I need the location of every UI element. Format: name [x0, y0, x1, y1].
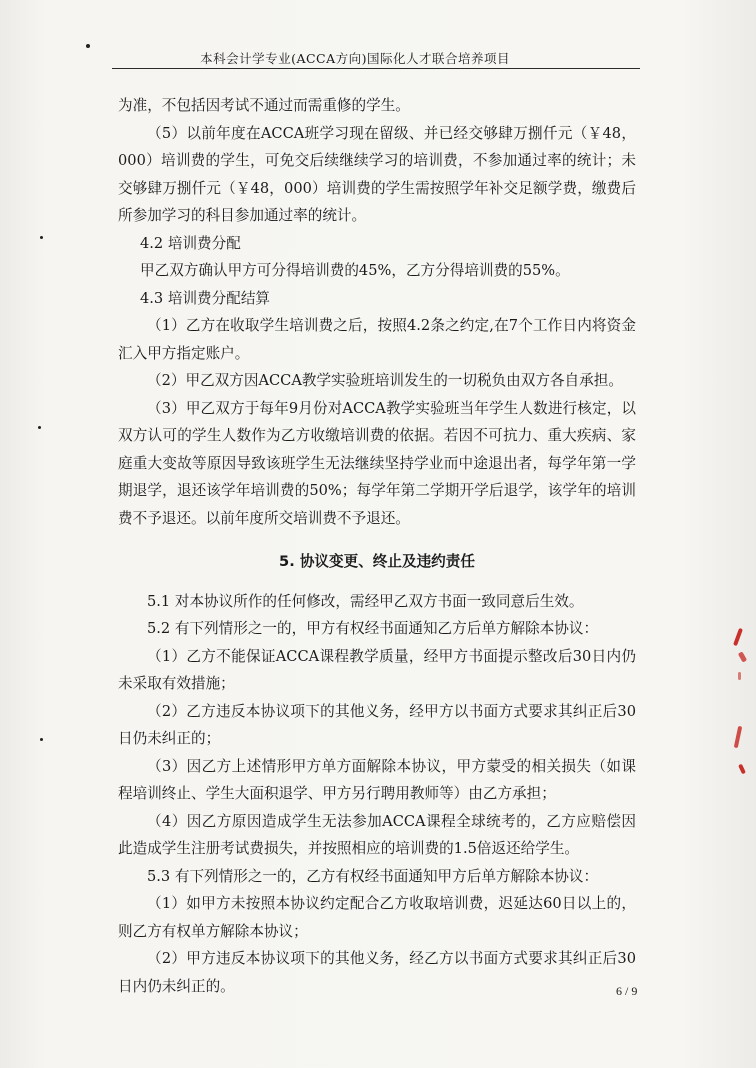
paragraph: （5）以前年度在ACCA班学习现在留级、并已经交够肆万捌仟元（￥48，000）培训费的学生，可免交后续继续学习的培训费，不参加通过率的统计；未交够肆万捌仟元（￥48，000）培训费的学生需按照学年补交足额学费，缴费后所参加学习的科目参加通过率的统计。	[118, 124, 636, 224]
seal-fragment	[733, 628, 743, 646]
paragraph: 5.1 对本协议所作的任何修改，需经甲乙双方书面一致同意后生效。	[147, 592, 584, 610]
paragraph: （4）因乙方原因造成学生无法参加ACCA课程全球统考的，乙方应赔偿因此造成学生注册考试费损失，并按照相应的培训费的1.5倍返还给学生。	[118, 812, 636, 857]
paragraph: （1）乙方在收取学生培训费之后，按照4.2条之约定,在7个工作日内将资金汇入甲方指定账户。	[118, 317, 636, 362]
seal-fragment	[738, 651, 747, 662]
page-header	[112, 46, 640, 69]
paragraph: （2）甲乙双方因ACCA教学实验班培训发生的一切税负由双方各自承担。	[147, 372, 623, 389]
seal-fragment	[734, 726, 742, 748]
paragraph: 5.2 有下列情形之一的，甲方有权经书面通知乙方后单方解除本协议：	[147, 620, 599, 637]
paragraph: 为准，不包括因考试不通过而需重修的学生。	[118, 97, 410, 114]
page-number: 6 / 9	[616, 984, 638, 998]
paragraph: （1）如甲方未按照本协议约定配合乙方收取培训费，迟延达60日以上的，则乙方有权单方解除本协议；	[118, 895, 636, 940]
seal-fragment	[738, 672, 741, 680]
scan-speck	[38, 426, 41, 429]
scan-speck	[40, 236, 43, 239]
paragraph: 5.3 有下列情形之一的，乙方有权经书面通知甲方后单方解除本协议：	[147, 867, 599, 885]
paragraph: 甲乙双方确认甲方可分得培训费的45%，乙方分得培训费的55%。	[140, 262, 570, 279]
paragraph: （2）乙方违反本协议项下的其他义务，经甲方以书面方式要求其纠正后30日仍未纠正的；	[118, 702, 636, 747]
paragraph: （3）因乙方上述情形甲方单方面解除本协议，甲方蒙受的相关损失（如课程培训终止、学生大面积退学、甲方另行聘用教师等）由乙方承担；	[118, 757, 636, 802]
subsection-heading: 4.3 培训费分配结算	[140, 289, 271, 307]
scan-speck	[40, 738, 43, 741]
seal-fragment	[738, 764, 746, 775]
paragraph: （3）甲乙双方于每年9月份对ACCA教学实验班当年学生人数进行核定，以双方认可的学生人数作为乙方收缴培训费的依据。若因不可抗力、重大疾病、家庭重大变故等原因导致该班学生无法继续坚持学业而中途退出者，每学年第一学期退学，退还该学年培训费的50%；每学年第二学期开学后退学，该学年的培训费不予退还。以前年度所交培训费不予退还。	[118, 399, 636, 527]
subsection-heading: 4.2 培训费分配	[140, 234, 241, 252]
header-title: 本科会计学专业(ACCA方向)国际化人才联合培养项目	[200, 51, 510, 66]
scan-speck	[86, 44, 90, 48]
document-body	[118, 92, 636, 1000]
paragraph: （2）甲方违反本协议项下的其他义务，经乙方以书面方式要求其纠正后30日内仍未纠正的。	[118, 950, 636, 995]
paragraph: （1）乙方不能保证ACCA课程教学质量，经甲方书面提示整改后30日内仍未采取有效措施；	[118, 647, 636, 692]
section-title: 5. 协议变更、终止及违约责任	[279, 553, 475, 570]
